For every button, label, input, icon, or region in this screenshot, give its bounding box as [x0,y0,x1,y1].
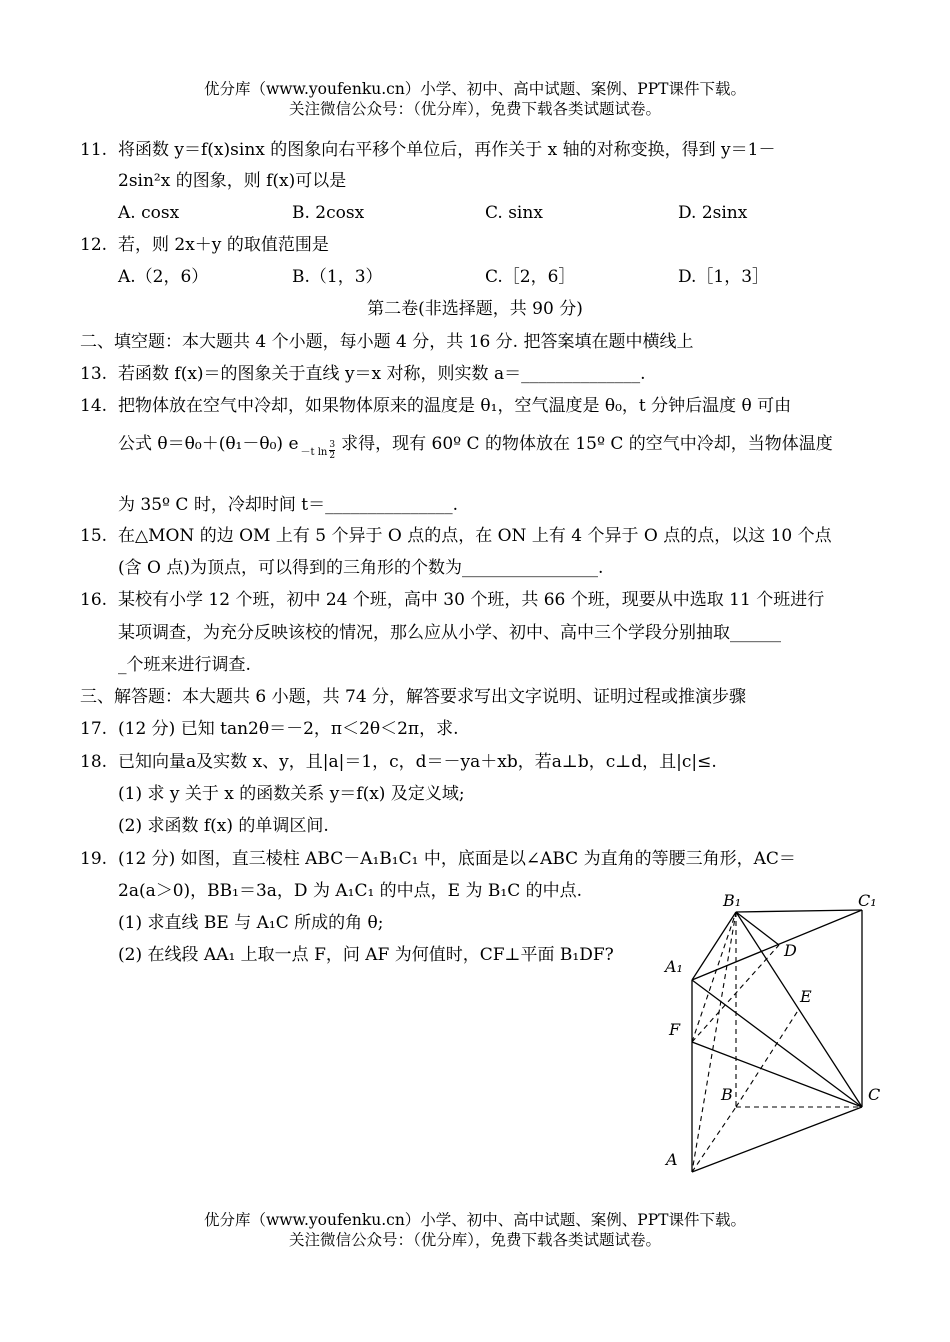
footer-line-1: 优分库（www.youfenku.cn）小学、初中、高中试题、案例、PPT课件下载。 [203,1211,747,1229]
q18-text: 已知向量a及实数 x、y，且|a|＝1，c，d＝－ya＋xb，若a⊥b，c⊥d，且|c|≤. [118,752,717,772]
edge-f-c [692,1042,862,1107]
edge-b1-c1 [736,910,862,912]
q18-sub-2: (2) 求函数 f(x) 的单调区间. [118,816,329,836]
q13-line [80,362,646,386]
q11-option-d: D. 2sinx [678,203,748,223]
header-line-1: 优分库（www.youfenku.cn）小学、初中、高中试题、案例、PPT课件下载。 [203,80,747,98]
q14-number: 14. [80,396,108,416]
q11-number: 11. [80,140,108,160]
q12-option-b: B.（1，3） [292,267,383,287]
q19-sub-2: (2) 在线段 AA₁ 上取一点 F，问 AF 为何值时，CF⊥平面 B₁DF? [118,945,614,965]
edge-a1-c1 [692,910,862,980]
label-e: E [800,987,812,1006]
q14-fraction-num: 3 [329,440,336,450]
q17-line [80,717,459,741]
label-a: A [666,1150,678,1169]
q14-line-2 [118,432,833,459]
q16-line-3: _个班来进行调查. [118,655,251,675]
q15-number: 15. [80,526,108,546]
label-b1: B₁ [723,891,742,910]
q16-line-2: 某项调查，为充分反映该校的情况，那么应从小学、初中、高中三个学段分别抽取______ [118,623,781,643]
q15-text-1: 在△MON 的边 OM 上有 5 个异于 O 点的点，在 ON 上有 4 个异于 O 点的点，以这 10 个点 [118,526,832,546]
q19-line-1 [80,847,796,871]
edge-b1-c [736,912,862,1107]
label-f: F [669,1020,681,1039]
q12-text: 若，则 2x＋y 的取值范围是 [118,235,329,255]
q13-text: 若函数 f(x)＝的图象关于直线 y＝x 对称，则实数 a＝______________. [118,364,646,384]
edge-b-e-hidden [736,1009,799,1107]
footer-line-2: 关注微信公众号：（优分库），免费下载各类试题试卷。 [288,1231,661,1249]
q11-line-2: 2sin²x 的图象，则 f(x)可以是 [118,171,347,191]
q11-option-a: A. cosx [118,203,180,223]
q14-line-3: 为 35º C 时，冷却时间 t＝_______________. [118,495,458,515]
q11-text-1: 将函数 y＝f(x)sinx 的图象向右平移个单位后，再作关于 x 轴的对称变换，得到 y＝1－ [118,140,776,160]
q14-fraction [329,440,335,461]
q11-option-c: C. sinx [485,203,543,223]
q19-sub-1: (1) 求直线 BE 与 A₁C 所成的角 θ; [118,913,384,933]
label-c: C [868,1085,881,1104]
section2-heading: 二、填空题：本大题共 4 个小题，每小题 4 分，共 16 分. 把答案填在题中横线上 [80,332,694,352]
q18-line-1 [80,750,717,774]
q18-number: 18. [80,752,108,772]
q18-sub-1: (1) 求 y 关于 x 的函数关系 y＝f(x) 及定义域; [118,784,465,804]
label-d: D [784,941,797,960]
q12-option-c: C.［2，6］ [485,267,576,287]
section3-heading: 三、解答题：本大题共 6 小题，共 74 分，解答要求写出文字说明、证明过程或推演步骤 [80,687,747,707]
edge-b1-d [736,912,779,945]
q16-number: 16. [80,590,108,610]
q17-text: (12 分) 已知 tan2θ＝－2，π＜2θ＜2π，求. [118,719,459,739]
prism-figure [655,882,895,1182]
edge-a1-b1 [692,912,736,980]
header-line-2: 关注微信公众号：（优分库），免费下载各类试题试卷。 [288,100,661,118]
label-a1: A₁ [665,957,683,976]
q14-exponent: －t ln [300,447,328,458]
q13-number: 13. [80,364,108,384]
q12-line-1 [80,233,329,257]
edge-b1-a-hidden [692,912,736,1172]
label-b: B [721,1085,733,1104]
q14-line-1 [80,394,791,418]
q17-number: 17. [80,719,108,739]
q14-text-2: 求得，现有 60º C 的物体放在 15º C 的空气中冷却，当物体温度 [341,434,833,454]
q16-line-1 [80,588,824,612]
edge-a-b-hidden [692,1107,736,1172]
q11-line-1 [80,138,775,162]
q15-line-2: (含 O 点)为顶点，可以得到的三角形的个数为________________. [118,558,604,578]
q16-text-1: 某校有小学 12 个班，初中 24 个班，高中 30 个班，共 66 个班，现要从中选取 11 个班进行 [118,590,825,610]
q15-line-1 [80,524,832,548]
q12-number: 12. [80,235,108,255]
q14-formula: 公式 θ＝θ₀＋(θ₁－θ₀) e [118,434,299,454]
q12-option-a: A.（2，6） [118,267,209,287]
label-c1: C₁ [858,891,877,910]
edge-a-c [692,1107,862,1172]
q19-text-1: (12 分) 如图，直三棱柱 ABC－A₁B₁C₁ 中，底面是以∠ABC 为直角的等腰三角形，AC＝ [118,849,796,869]
q19-number: 19. [80,849,108,869]
q14-fraction-den: 2 [329,451,336,461]
part2-title: 第二卷(非选择题，共 90 分) [367,299,583,319]
q12-option-d: D.［1，3］ [678,267,770,287]
q19-line-2: 2a(a＞0)，BB₁＝3a，D 为 A₁C₁ 的中点，E 为 B₁C 的中点. [118,881,583,901]
q14-text-1: 把物体放在空气中冷却，如果物体原来的温度是 θ₁，空气温度是 θ₀，t 分钟后温度 θ 可由 [118,396,792,416]
q11-option-b: B. 2cosx [292,203,365,223]
